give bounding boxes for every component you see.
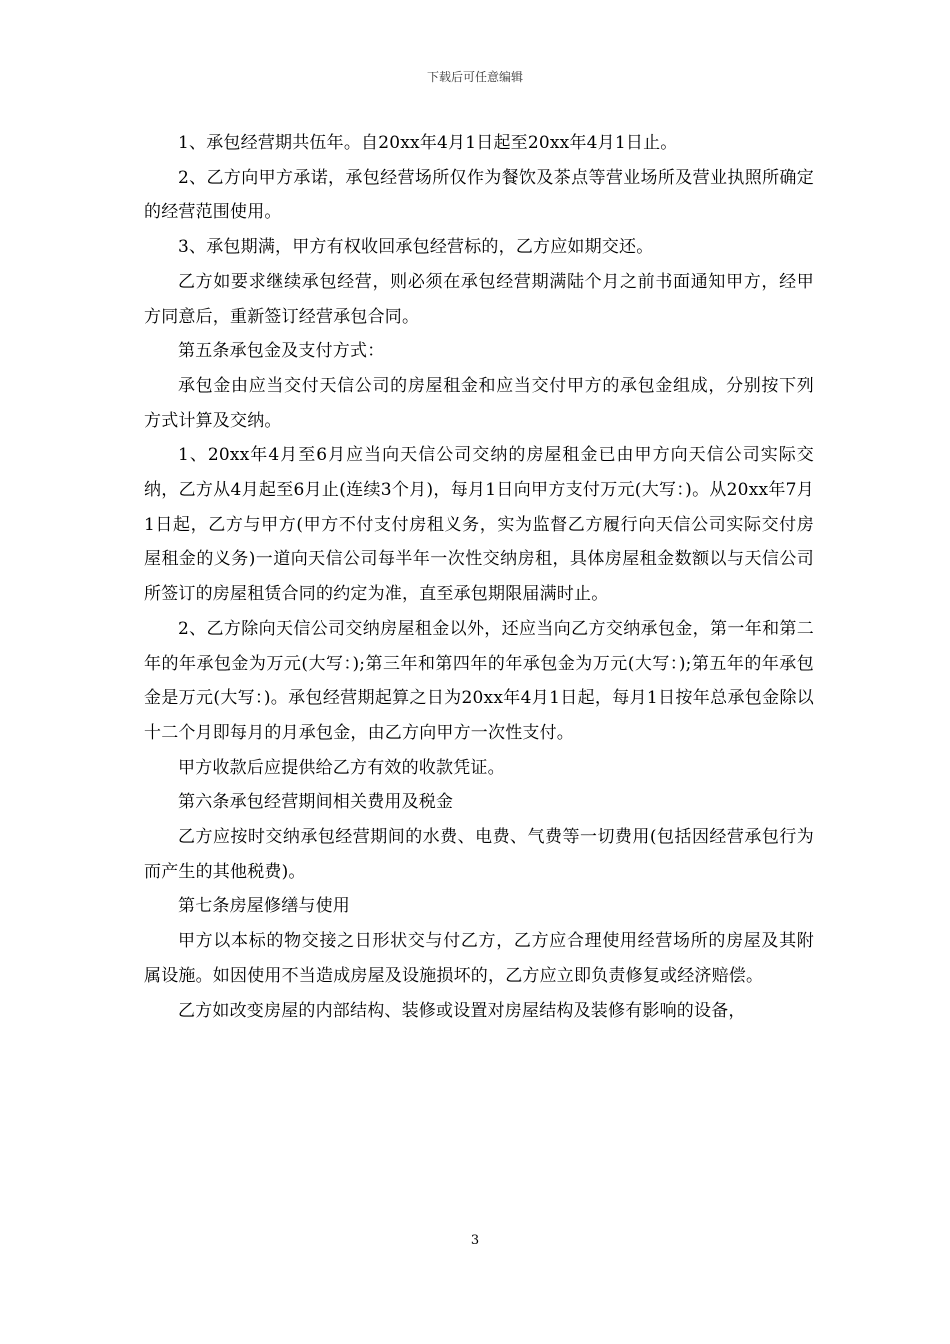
- paragraph: 乙方如要求继续承包经营，则必须在承包经营期满陆个月之前书面通知甲方，经甲方同意后，重新签订经营承包合同。: [144, 271, 814, 327]
- paragraph: 承包金由应当交付天信公司的房屋租金和应当交付甲方的承包金组成，分别按下列方式计算及交纳。: [144, 375, 814, 431]
- paragraph: 1、承包经营期共伍年。自20xx年4月1日起至20xx年4月1日止。: [178, 133, 678, 153]
- paragraph: 2、乙方除向天信公司交纳房屋租金以外，还应当向乙方交纳承包金，第一年和第二年的年承包金为万元(大写：);第三年和第四年的年承包金为万元(大写：);第五年的年承包金是万元(大写：)。承包经营期起算之日为20xx年4月1日起，每月1日按年总承包金除以十二个月即每月的月承包金，由乙方向甲方一次性支付。: [144, 618, 814, 743]
- paragraph: 3、承包期满，甲方有权收回承包经营标的，乙方应如期交还。: [178, 237, 654, 258]
- section-heading: 第五条承包金及支付方式：: [178, 341, 385, 362]
- page-header: 下载后可任意编辑: [426, 70, 523, 84]
- document-body: [144, 126, 814, 1028]
- paragraph: 甲方收款后应提供给乙方有效的收款凭证。: [178, 757, 505, 778]
- paragraph: 乙方如改变房屋的内部结构、装修或设置对房屋结构及装修有影响的设备，: [178, 1000, 746, 1021]
- paragraph: 甲方以本标的物交接之日形状交与付乙方，乙方应合理使用经营场所的房屋及其附属设施。如因使用不当造成房屋及设施损坏的，乙方应立即负责修复或经济赔偿。: [144, 931, 814, 986]
- section-heading: 第六条承包经营期间相关费用及税金: [178, 792, 454, 813]
- paragraph: 2、乙方向甲方承诺，承包经营场所仅作为餐饮及茶点等营业场所及营业执照所确定的经营范围使用。: [144, 167, 814, 223]
- paragraph: 1、20xx年4月至6月应当向天信公司交纳的房屋租金已由甲方向天信公司实际交纳，乙方从4月起至6月止(连续3个月)，每月1日向甲方支付万元(大写：)。从20xx年7月1日起，乙方与甲方(甲方不付支付房租义务，实为监督乙方履行向天信公司实际交付房屋租金的义务)一道向天信公司每半年一次性交纳房租，具体房屋租金数额以与天信公司所签订的房屋租赁合同的约定为准，直至承包期限届满时止。: [144, 445, 814, 605]
- paragraph: 乙方应按时交纳承包经营期间的水费、电费、气费等一切费用(包括因经营承包行为而产生的其他税费)。: [144, 827, 814, 882]
- page-number: 3: [470, 1233, 480, 1248]
- section-heading: 第七条房屋修缮与使用: [178, 896, 350, 917]
